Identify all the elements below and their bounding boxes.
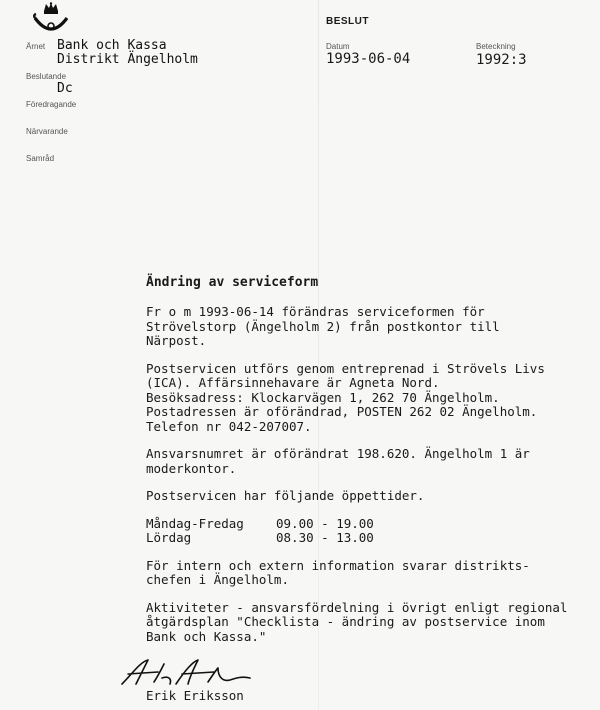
letter-body — [146, 305, 596, 657]
text-line: För intern och extern information svarar distrikts- — [146, 557, 530, 573]
text-line: Fr o m 1993-06-14 förändras serviceformen för — [146, 304, 485, 319]
hours-time: 09.00 - 19.00 — [276, 515, 374, 531]
paragraph — [146, 601, 596, 645]
text-line: Besöksadress: Klockarvägen 1, 262 70 Ängelholm. — [146, 389, 500, 405]
label-narvarande: Närvarande — [26, 127, 68, 136]
reference-number: 1992:3 — [476, 52, 527, 68]
hours-day: Måndag-Fredag — [146, 515, 244, 531]
document-type: BESLUT — [326, 16, 369, 27]
paragraph — [146, 362, 596, 435]
paragraph — [146, 447, 596, 476]
paragraph — [146, 305, 596, 349]
letter-title: Ändring av serviceform — [146, 275, 319, 290]
beslutande-value: Dc — [57, 81, 73, 96]
text-line: Postservicen har följande öppettider. — [146, 488, 425, 503]
text-line: Postservicen utförs genom entreprenad i Strövels Livs — [146, 360, 545, 376]
text-line: Aktiviteter - ansvarsfördelning i övrigt enligt regional — [146, 599, 568, 615]
paragraph — [146, 559, 596, 588]
text-line: Bank och Kassa." — [146, 628, 267, 644]
label-samrad: Samråd — [26, 154, 55, 163]
body-paragraphs — [146, 305, 596, 504]
label-foredragande: Föredragande — [26, 100, 77, 109]
text-line: (ICA). Affärsinnehavare är Agneta Nord. — [146, 375, 440, 390]
paragraph — [146, 489, 596, 504]
decision-date: 1993-06-04 — [326, 51, 411, 67]
hours-day: Lördag — [146, 530, 192, 545]
label-beslutande: Beslutande — [26, 72, 67, 81]
label-arende: Ärnet — [26, 42, 46, 51]
text-line: Telefon nr 042-207007. — [146, 418, 312, 434]
unit-line-2: Distrikt Ängelholm — [57, 52, 198, 67]
opening-hours — [146, 517, 596, 546]
posten-crown-horn-logo — [32, 2, 70, 42]
unit-line-1: Bank och Kassa — [57, 38, 167, 53]
text-line: Postadressen är oförändrad, POSTEN 262 02 Ängelholm. — [146, 404, 538, 419]
label-beteckning: Beteckning — [476, 42, 516, 51]
text-line: chefen i Ängelholm. — [146, 572, 289, 587]
text-line: åtgärdsplan "Checklista - ändring av postservice inom — [146, 614, 545, 629]
signer-name: Erik Eriksson — [146, 688, 244, 703]
text-line: Ansvarsnumret är oförändrat 198.620. Ängelholm 1 är — [146, 446, 530, 461]
hours-row — [146, 531, 596, 546]
handwritten-signature — [118, 654, 258, 690]
label-datum: Datum — [326, 42, 350, 51]
text-line: moderkontor. — [146, 460, 237, 476]
hours-time: 08.30 - 13.00 — [276, 530, 374, 545]
hours-row — [146, 517, 596, 532]
text-line: Strövelstorp (Ängelholm 2) från postkontor till — [146, 318, 500, 334]
closing-paragraphs — [146, 559, 596, 645]
text-line: Närpost. — [146, 333, 207, 348]
